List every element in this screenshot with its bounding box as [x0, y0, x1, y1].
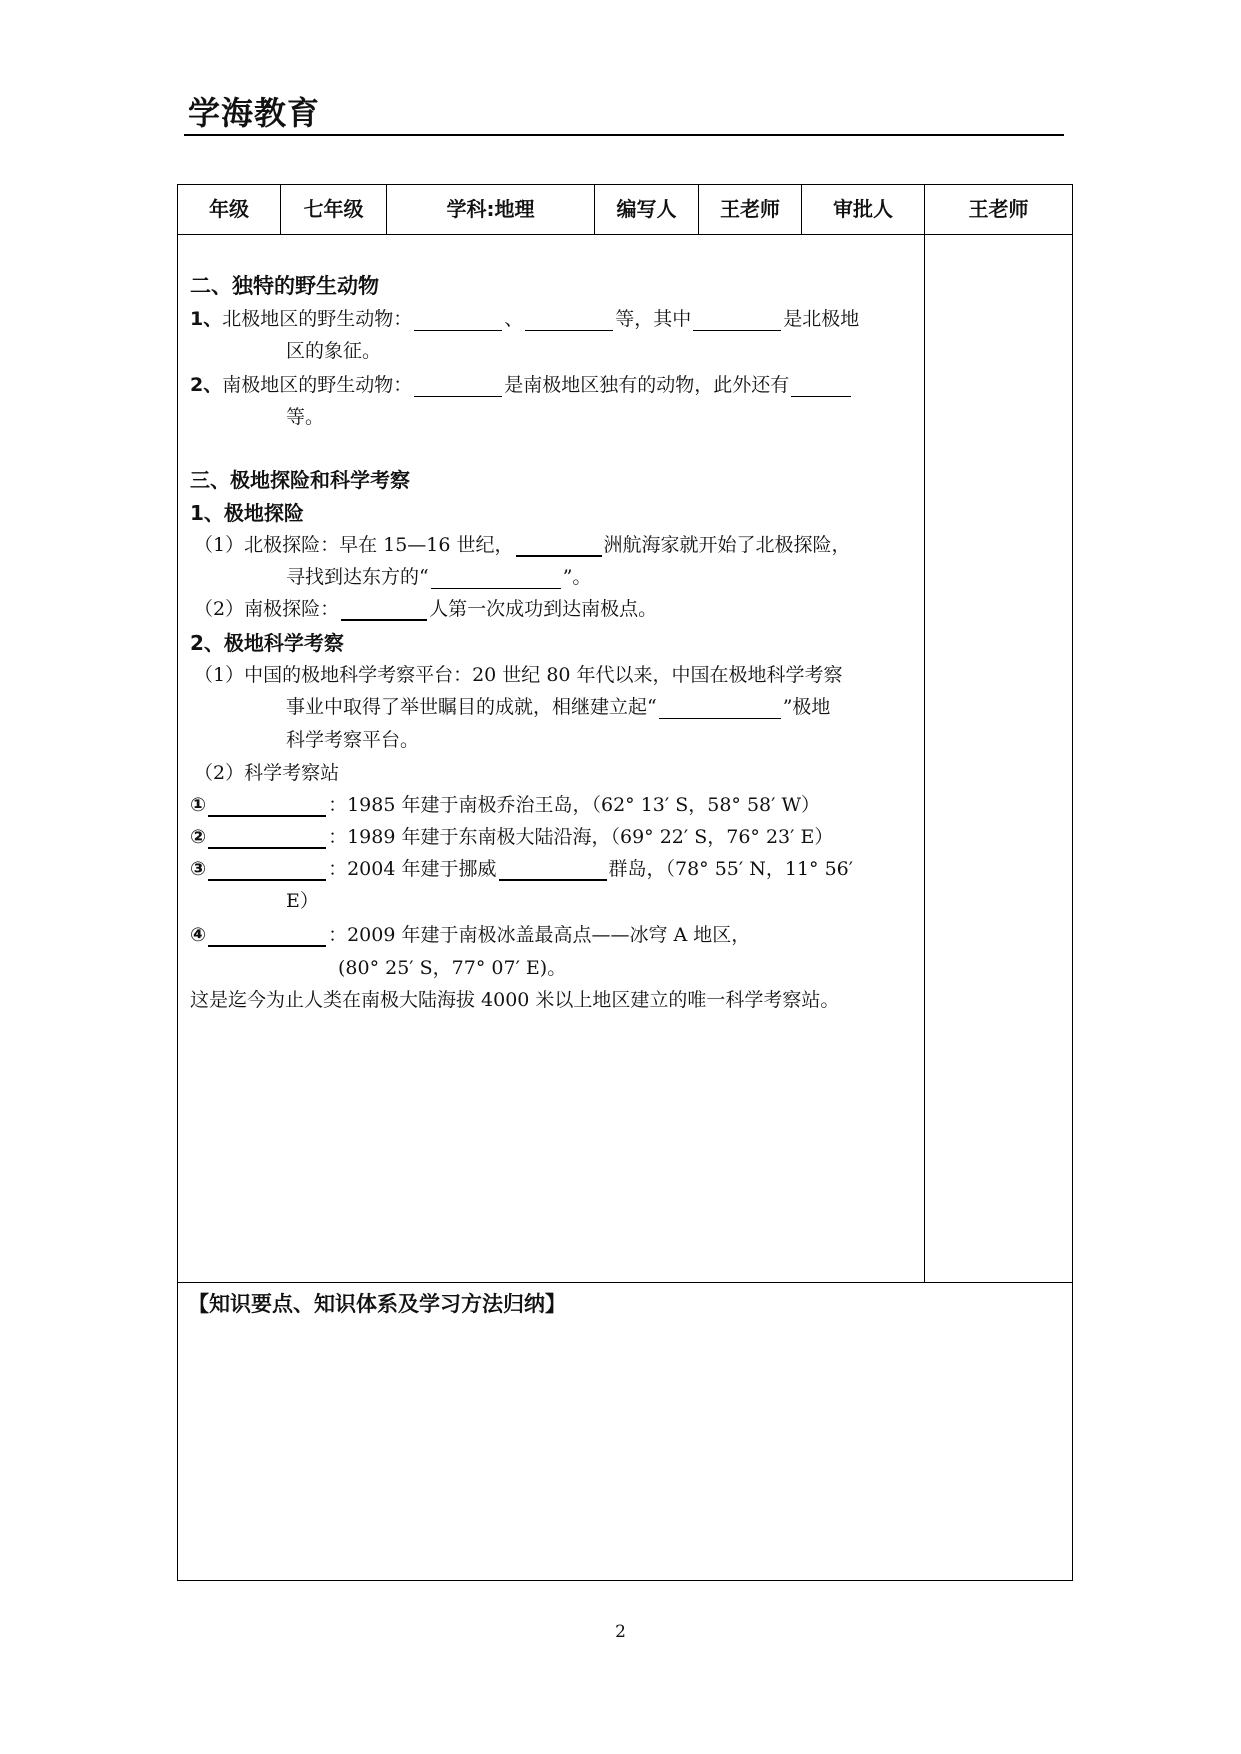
header-title: 学海教育 [188, 94, 321, 132]
station-note: 这是迄今为止人类在南极大陆海拔 4000 米以上地区建立的唯一科学考察站。 [190, 989, 840, 1011]
question-text: 是北极地 [783, 308, 860, 330]
side-column-divider [924, 184, 925, 1282]
question-number: 2、 [190, 374, 223, 396]
question-text: （2）南极探险： [194, 598, 340, 620]
question-line [190, 304, 859, 331]
station-text: ：1989 年建于东南极大陆沿海，（69° 22′ S，76° 23′ E） [328, 826, 834, 848]
station-line [190, 920, 750, 947]
question-text: 洲航海家就开始了北极探险， [603, 534, 851, 556]
question-text: 、 [504, 308, 524, 330]
subsection-title: 2、极地科学考察 [190, 631, 344, 655]
question-text: （1）中国的极地科学考察平台：20 世纪 80 年代以来，中国在极地科学考察 [194, 664, 843, 686]
answer-blank[interactable] [659, 698, 781, 719]
question-text: 是南极地区独有的动物，此外还有 [504, 374, 790, 396]
header-rule [184, 134, 1064, 136]
question-text: 人第一次成功到达南极点。 [429, 598, 658, 620]
station-line [190, 790, 820, 817]
answer-blank[interactable] [499, 859, 607, 881]
summary-row-divider [177, 1282, 1073, 1283]
reviewer-label: 审批人 [833, 197, 893, 221]
question-text: ”。 [562, 566, 592, 588]
station-number: ④ [190, 924, 207, 946]
reviewer-value: 王老师 [968, 197, 1029, 221]
answer-blank[interactable] [341, 599, 427, 621]
answer-blank[interactable] [208, 859, 326, 881]
question-text: 等。 [286, 406, 325, 428]
answer-blank[interactable] [208, 827, 326, 849]
question-text: 南极地区的野生动物： [222, 374, 413, 396]
answer-blank[interactable] [431, 568, 561, 589]
question-text: 区的象征。 [286, 340, 382, 362]
author-value: 王老师 [720, 197, 780, 221]
station-text: ：1985 年建于南极乔治王岛，（62° 13′ S，58° 58′ W） [328, 794, 821, 816]
question-text: （1）北极探险：早在 15—16 世纪， [194, 534, 514, 556]
question-text: 等，其中 [615, 308, 692, 330]
section-title: 三、极地探险和科学考察 [190, 468, 410, 492]
station-number: ① [190, 794, 207, 816]
answer-blank[interactable] [414, 376, 502, 397]
station-text: E） [286, 890, 319, 912]
subject-label: 学科:地理 [446, 197, 535, 221]
header-row-divider [177, 234, 1073, 235]
station-text: ：2004 年建于挪威 [328, 858, 497, 880]
answer-blank[interactable] [791, 376, 851, 397]
page-number: 2 [615, 1622, 626, 1642]
station-text: ：2009 年建于南极冰盖最高点——冰穹 A 地区， [328, 924, 751, 946]
question-line [286, 562, 591, 589]
question-line [194, 530, 851, 557]
question-text: ”极地 [782, 696, 831, 718]
answer-blank[interactable] [208, 925, 326, 947]
station-number: ② [190, 826, 207, 848]
answer-blank[interactable] [693, 310, 781, 331]
answer-blank[interactable] [516, 535, 602, 557]
question-text: （2）科学考察站 [194, 762, 340, 784]
answer-blank[interactable] [208, 795, 326, 817]
question-number: 1、 [190, 308, 223, 330]
section-title: 二、独特的野生动物 [190, 274, 379, 298]
answer-blank[interactable] [414, 310, 502, 331]
station-text: (80° 25′ S，77° 07′ E)。 [338, 957, 567, 979]
station-line [190, 854, 853, 881]
station-line [190, 822, 833, 849]
summary-title: 【知识要点、知识体系及学习方法归纳】 [188, 1292, 566, 1316]
answer-blank[interactable] [525, 310, 613, 331]
station-number: ③ [190, 858, 207, 880]
question-line [190, 370, 853, 397]
subsection-title: 1、极地探险 [190, 501, 304, 525]
grade-label: 年级 [209, 197, 249, 221]
question-text: 事业中取得了举世瞩目的成就，相继建立起“ [286, 696, 657, 718]
question-line [286, 692, 830, 719]
author-label: 编写人 [616, 197, 677, 221]
question-line [194, 594, 657, 621]
question-text: 科学考察平台。 [286, 729, 420, 751]
station-text: 群岛，（78° 55′ N，11° 56′ [608, 858, 854, 880]
grade-value: 七年级 [303, 197, 364, 221]
question-text: 寻找到达东方的“ [286, 566, 429, 588]
question-text: 北极地区的野生动物： [222, 308, 413, 330]
